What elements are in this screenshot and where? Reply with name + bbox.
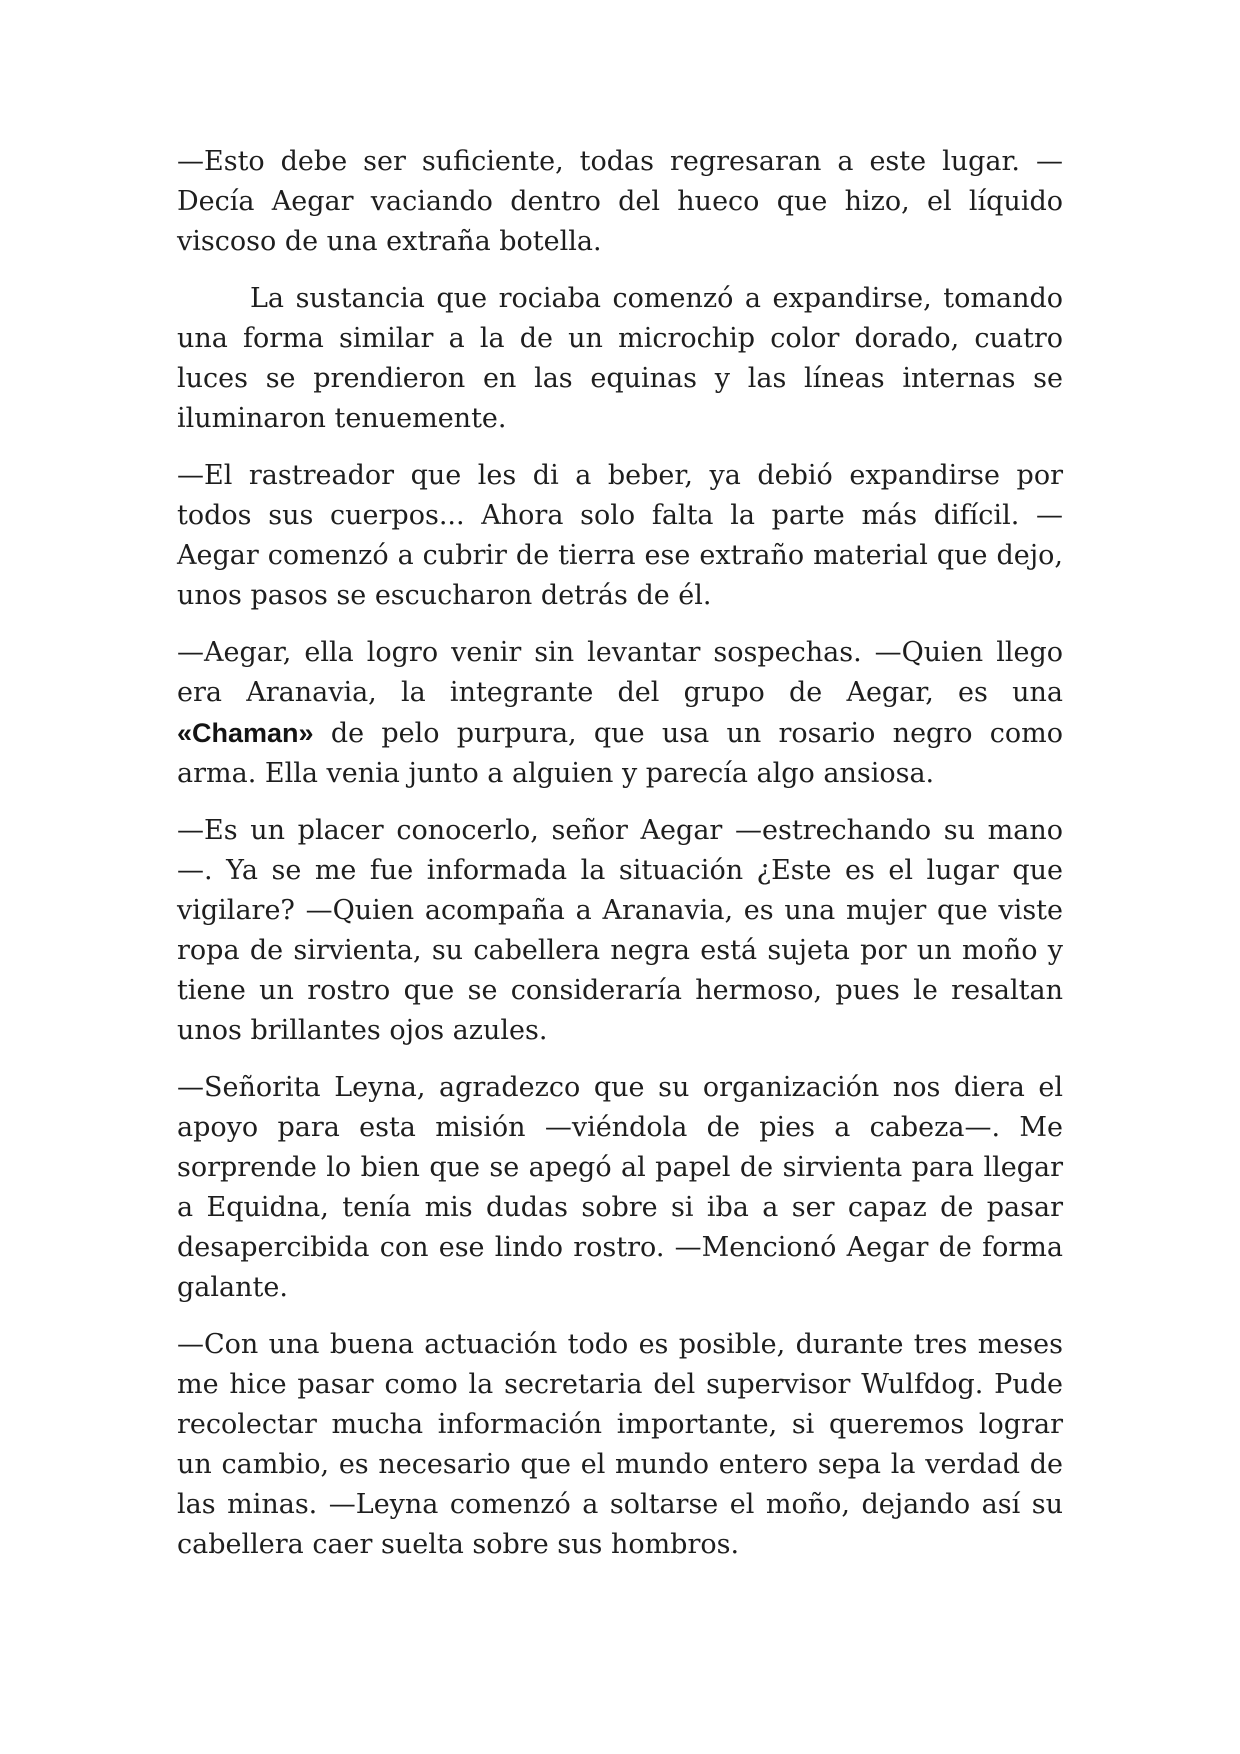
paragraph-4-before: —Aegar, ella logro venir sin levantar sospechas. —Quien llego era Aranavia, la integrante del grupo de Aegar, es una [177, 637, 1063, 708]
chaman-term: «Chaman» [177, 718, 314, 748]
paragraph-5: —Es un placer conocerlo, señor Aegar —estrechando su mano—. Ya se me fue informada la situación ¿Este es el lugar que vigilare? —Quien acompaña a Aranavia, es una mujer que viste ropa de sirvienta, su cabellera negra está sujeta por un moño y tiene un rostro que se consideraría hermoso, pues le resaltan unos brillantes ojos azules. [177, 815, 1063, 1046]
paragraph-4-after: de pelo purpura, que usa un rosario negro como arma. Ella venia junto a alguien y parecía algo ansiosa. [177, 718, 1063, 789]
paragraph-7: —Con una buena actuación todo es posible, durante tres meses me hice pasar como la secretaria del supervisor Wulfdog. Pude recolectar mucha información importante, si queremos lograr un cambio, es necesario que el mundo entero sepa la verdad de las minas. —Leyna comenzó a soltarse el moño, dejando así su cabellera caer suelta sobre sus hombros. [177, 1329, 1063, 1560]
paragraph-2: La sustancia que rociaba comenzó a expandirse, tomando una forma similar a la de un microchip color dorado, cuatro luces se prendieron en las equinas y las líneas internas se iluminaron tenuemente. [177, 283, 1063, 434]
paragraph-3: —El rastreador que les di a beber, ya debió expandirse por todos sus cuerpos... Ahora solo falta la parte más difícil. —Aegar comenzó a cubrir de tierra ese extraño material que dejo, unos pasos se escucharon detrás de él. [177, 460, 1063, 611]
paragraph-6: —Señorita Leyna, agradezco que su organización nos diera el apoyo para esta misión —viéndola de pies a cabeza—. Me sorprende lo bien que se apegó al papel de sirvienta para llegar a Equidna, tenía mis dudas sobre si iba a ser capaz de pasar desapercibida con ese lindo rostro. —Mencionó Aegar de forma galante. [177, 1072, 1063, 1303]
document-page [177, 142, 1063, 1582]
paragraph-4 [177, 633, 1063, 794]
paragraph-1: —Esto debe ser suficiente, todas regresaran a este lugar. —Decía Aegar vaciando dentro del hueco que hizo, el líquido viscoso de una extraña botella. [177, 146, 1063, 257]
